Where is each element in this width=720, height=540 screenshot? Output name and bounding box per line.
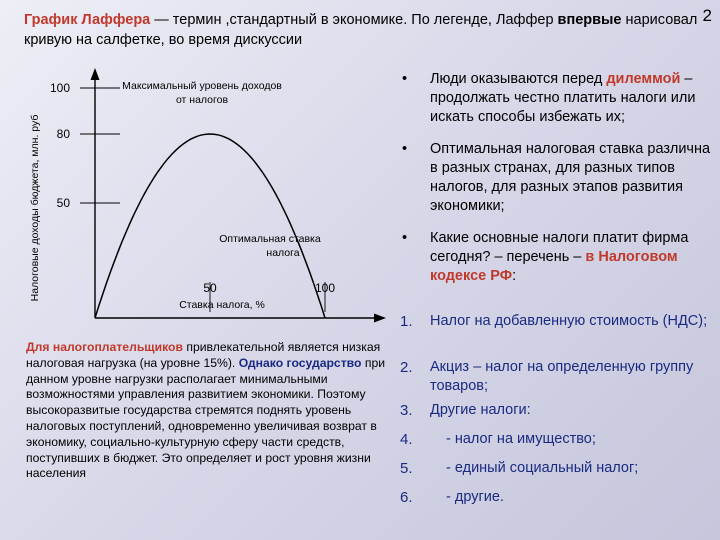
- laffer-chart: [0, 60, 400, 330]
- bullet-text: Оптимальная налоговая ставка различна в разных странах, для разных типов налогов, для разных этапов развития экономики;: [430, 141, 711, 214]
- slide-title: [24, 10, 704, 50]
- numbered-item: [398, 401, 714, 430]
- title-text-2: нарисовал кривую на салфетке, во время дискуссии: [24, 12, 698, 48]
- bullet-text: – продолжать честно платить налоги или искать способы избежать их;: [430, 71, 696, 125]
- explanation-paragraph: [26, 340, 398, 482]
- item-text: Налог на добавленную стоимость (НДС);: [430, 313, 708, 329]
- title-emphasis: впервые: [557, 12, 622, 28]
- y-axis-arrow: [91, 68, 100, 80]
- item-text: - налог на имущество;: [446, 431, 596, 447]
- y-tick-label: 80: [56, 127, 70, 141]
- item-number: 5.: [400, 460, 413, 477]
- bullet-item: [398, 70, 714, 127]
- numbered-item: [398, 459, 714, 488]
- chart-xlabel: Ставка налога, %: [179, 299, 265, 311]
- bullet-text: Какие основные налоги платит фирма сегодня? – перечень –: [430, 230, 689, 265]
- numbered-item: [398, 358, 714, 401]
- item-number: 4.: [400, 431, 413, 448]
- item-number: 3.: [400, 402, 413, 419]
- bullet-item: [398, 140, 714, 216]
- optimal-rate-annotation-1: Оптимальная ставка: [219, 233, 321, 245]
- bullet-text: Люди оказываются перед: [430, 71, 607, 87]
- slide-number: 2: [702, 6, 712, 25]
- numbered-item: [398, 312, 714, 358]
- bullet-highlight: дилеммой: [606, 71, 681, 87]
- x-tick-label: 100: [314, 281, 336, 295]
- paragraph-lead: Для налогоплательщиков: [26, 340, 183, 354]
- item-text: - другие.: [446, 489, 504, 505]
- chart-ylabel: Налоговые доходы бюджета, млн. руб: [29, 114, 41, 302]
- item-number: 6.: [400, 489, 413, 506]
- bullet-list: [398, 70, 714, 299]
- paragraph-lead-2: Однако государство: [238, 355, 362, 370]
- bullet-item: [398, 229, 714, 286]
- numbered-item: [398, 488, 714, 507]
- optimal-rate-annotation-2: налога: [266, 247, 300, 259]
- tax-numbered-list: [398, 312, 714, 507]
- item-number: 1.: [400, 313, 413, 330]
- bullet-highlight: в Налоговом кодексе РФ: [430, 249, 678, 284]
- item-text: Акциз – налог на определенную группу товаров;: [430, 359, 694, 394]
- bullet-marker: •: [402, 71, 408, 87]
- x-axis-arrow: [374, 314, 386, 323]
- paragraph-text-1: привлекательной является низкая налоговая нагрузка (на уровне 15%).: [26, 340, 381, 370]
- title-term: График Лаффера: [24, 12, 151, 28]
- paragraph-text-2: при данном уровне нагрузки располагает минимальными возможностями управления развитием экономики. Поэтому высокоразвитые государства стремятся поднять уровень налоговых поступлений, одновременно увеличивая возврат в экономику, социально-культурную сферу части средств, поступивших в бюджет. Это определяет и рост уровня жизни населения: [26, 355, 386, 481]
- y-tick-label: 50: [56, 196, 70, 210]
- x-tick-label: 50: [203, 281, 217, 295]
- y-tick-label: 100: [49, 81, 70, 95]
- numbered-item: [398, 430, 714, 459]
- title-text-1: — термин ,стандартный в экономике. По легенде, Лаффер: [150, 12, 558, 28]
- bullet-marker: •: [402, 141, 408, 157]
- item-text: Другие налоги:: [430, 402, 531, 418]
- bullet-marker: •: [402, 230, 408, 246]
- item-text: - единый социальный налог;: [446, 460, 639, 476]
- item-number: 2.: [400, 359, 413, 376]
- max-revenue-annotation-1: Максимальный уровень доходов: [122, 80, 282, 92]
- max-revenue-annotation-2: от налогов: [175, 94, 229, 106]
- bullet-text: :: [512, 268, 517, 284]
